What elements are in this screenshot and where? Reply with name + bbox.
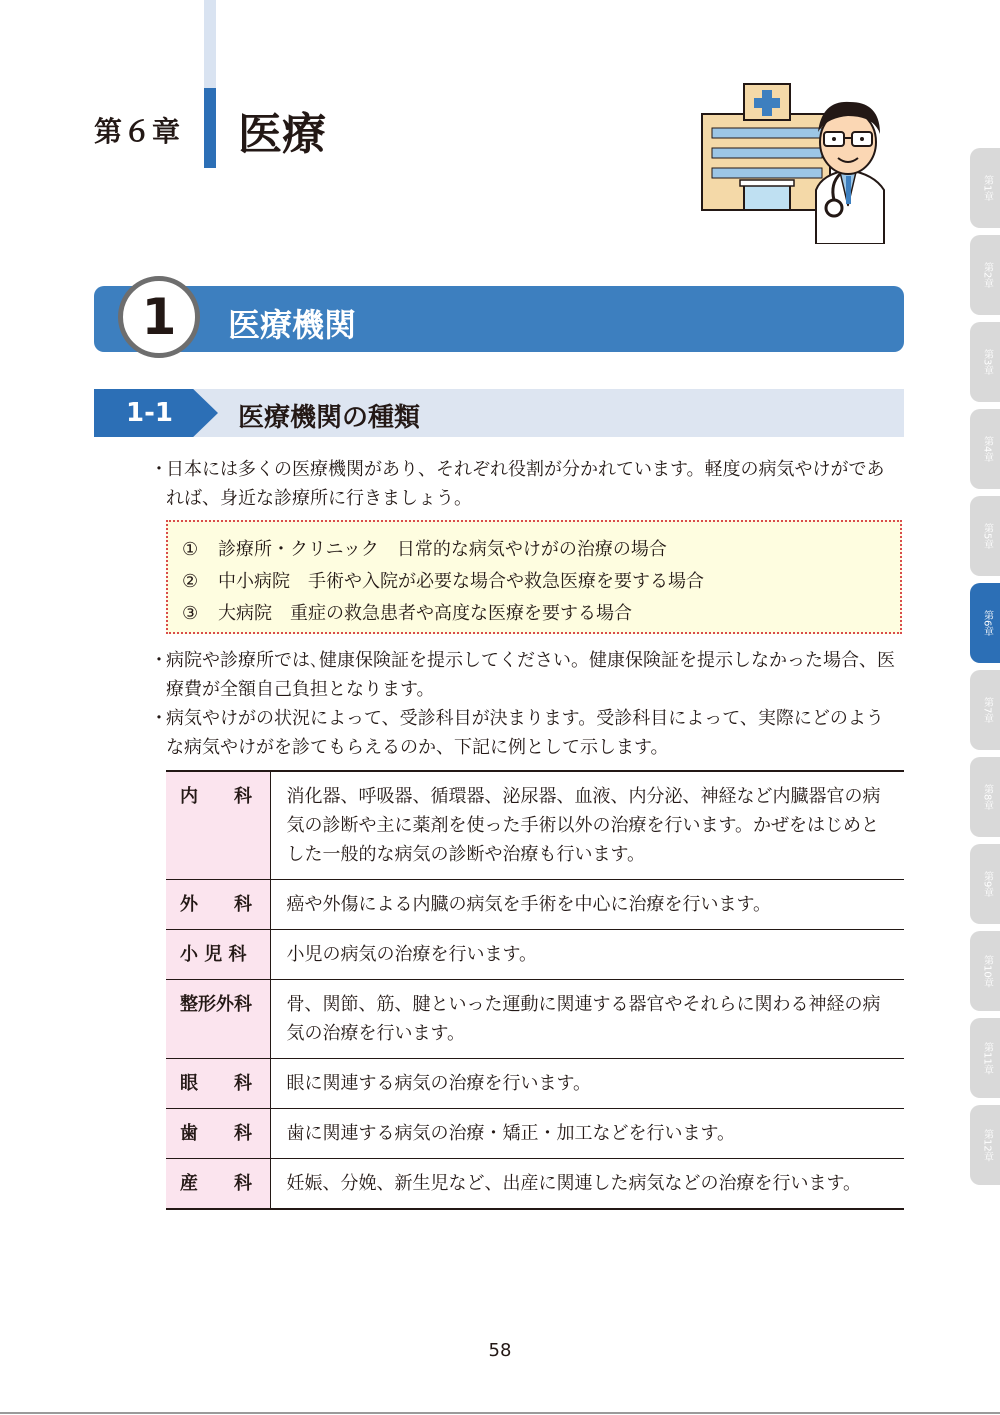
table-row	[166, 1159, 904, 1210]
chapter-tab-label: 第2章	[981, 261, 993, 289]
facility-type-number: ②	[182, 571, 199, 592]
table-row	[166, 980, 904, 1059]
chapter-tab-8[interactable]	[970, 757, 1000, 837]
section-title: 医療機関	[228, 306, 357, 344]
department-name: 産 科	[166, 1159, 270, 1210]
chapter-tab-6[interactable]	[970, 583, 1000, 663]
chapter-tab-10[interactable]	[970, 931, 1000, 1011]
department-name: 小 児 科	[166, 930, 270, 980]
paragraph-text: 病気やけがの状況によって、受診科目が決まります。受診科目によって、実際にどのような病気やけがを診てもらえるのか、下記に例として示します。	[166, 708, 884, 758]
chapter-tab-9[interactable]	[970, 844, 1000, 924]
paragraph-text: 病院や診療所では､健康保険証を提示してください。健康保険証を提示しなかった場合、医療費が全額自己負担となります。	[166, 650, 895, 700]
bullet-marker: ・	[150, 708, 168, 729]
section-banner	[94, 286, 904, 352]
table-row	[166, 930, 904, 980]
facility-type-text: 大病院 重症の救急患者や高度な医療を要する場合	[218, 603, 632, 624]
header-accent-bar-active	[204, 88, 216, 168]
chapter-tab-11[interactable]	[970, 1018, 1000, 1098]
chapter-tab-label: 第12章	[981, 1128, 993, 1162]
subsection-title: 医療機関の種類	[238, 403, 421, 433]
chapter-tab-label: 第1章	[981, 174, 993, 202]
paragraph-departments	[150, 704, 900, 762]
departments-table	[166, 770, 904, 1210]
section-number-badge: 1	[118, 276, 200, 358]
department-name: 外 科	[166, 880, 270, 930]
facility-type-number: ③	[182, 603, 199, 624]
chapter-label: 第６章	[94, 115, 182, 148]
paragraph-insurance	[150, 646, 900, 704]
chapter-title: 医療	[238, 109, 326, 160]
table-row	[166, 771, 904, 880]
bullet-marker: ・	[150, 650, 168, 671]
chapter-tab-7[interactable]	[970, 670, 1000, 750]
facility-type-item	[182, 534, 900, 566]
chapter-tab-label: 第4章	[981, 435, 993, 463]
chapter-tab-3[interactable]	[970, 322, 1000, 402]
department-name: 眼 科	[166, 1059, 270, 1109]
chapter-tab-5[interactable]	[970, 496, 1000, 576]
facility-types-box	[166, 520, 902, 634]
department-description: 眼に関連する病気の治療を行います。	[270, 1059, 904, 1109]
chapter-tab-label: 第9章	[981, 870, 993, 898]
facility-type-text: 中小病院 手術や入院が必要な場合や救急医療を要する場合	[218, 571, 704, 592]
chapter-tab-label: 第7章	[981, 696, 993, 724]
facility-type-text: 診療所・クリニック 日常的な病気やけがの治療の場合	[218, 539, 667, 560]
facility-type-item	[182, 598, 900, 630]
chapter-tab-label: 第5章	[981, 522, 993, 550]
chapter-tab-2[interactable]	[970, 235, 1000, 315]
paragraph-text: 日本には多くの医療機関があり、それぞれ役割が分かれています。軽度の病気やけがであれば、身近な診療所に行きましょう。	[166, 459, 885, 509]
department-description: 癌や外傷による内臓の病気を手術を中心に治療を行います。	[270, 880, 904, 930]
department-description: 妊娠、分娩、新生児など、出産に関連した病気などの治療を行います。	[270, 1159, 904, 1210]
bottom-rule	[0, 1412, 1000, 1414]
department-name: 整形外科	[166, 980, 270, 1059]
table-row	[166, 880, 904, 930]
department-name: 歯 科	[166, 1109, 270, 1159]
paragraph-intro	[150, 455, 900, 513]
hospital-doctor-illustration	[698, 80, 892, 244]
department-description: 小児の病気の治療を行います。	[270, 930, 904, 980]
page-number: 58	[488, 1340, 512, 1361]
chapter-tab-label: 第10章	[981, 954, 993, 988]
table-row	[166, 1059, 904, 1109]
department-name: 内 科	[166, 771, 270, 880]
subsection-number: 1-1	[126, 398, 173, 428]
chapter-tab-label: 第8章	[981, 783, 993, 811]
department-description: 歯に関連する病気の治療・矯正・加工などを行います。	[270, 1109, 904, 1159]
table-row	[166, 1109, 904, 1159]
chapter-tab-12[interactable]	[970, 1105, 1000, 1185]
chapter-tab-1[interactable]	[970, 148, 1000, 228]
chapter-tab-label: 第3章	[981, 348, 993, 376]
facility-type-number: ①	[182, 539, 199, 560]
chapter-tab-label: 第11章	[981, 1041, 993, 1075]
bullet-marker: ・	[150, 459, 168, 480]
chapter-tab-label: 第6章	[981, 609, 993, 637]
facility-type-item	[182, 566, 900, 598]
chapter-tab-4[interactable]	[970, 409, 1000, 489]
department-description: 骨、関節、筋、腱といった運動に関連する器官やそれらに関わる神経の病気の治療を行います。	[270, 980, 904, 1059]
department-description: 消化器、呼吸器、循環器、泌尿器、血液、内分泌、神経など内臓器官の病気の診断や主に薬剤を使った手術以外の治療を行います。かぜをはじめとした一般的な病気の診断や治療も行います。	[270, 771, 904, 880]
